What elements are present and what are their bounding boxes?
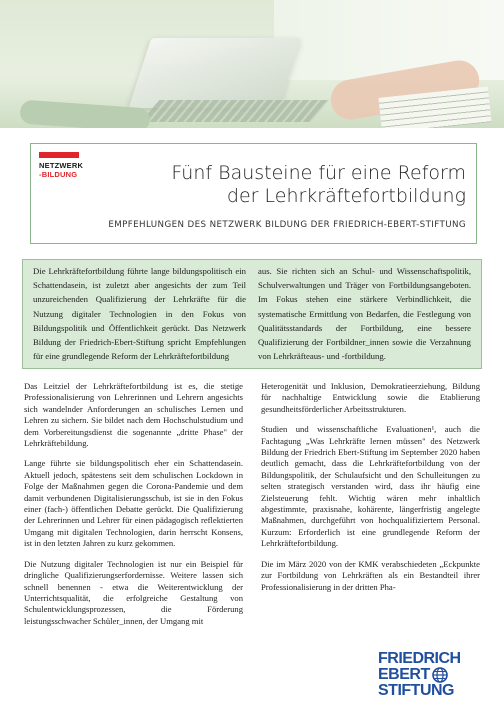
summary-box (22, 259, 482, 369)
logo-red-bar (39, 152, 79, 158)
fes-line3: STIFTUNG (378, 682, 454, 699)
hero-keyboard (141, 100, 329, 122)
paragraph: Lange führte sie bildungspolitisch eher ein Schattendasein. Aktuell jedoch, spätestens seit dem schulischen Lockdown in Folge der Maßnahmen gegen die Corona-Pandemie und dem damit verbundenen Digitalisierungsschub, ist sie in den Fokus einer (fach-) öffentlichen Debatte gerückt. Die Qualifizierung der Lehrerinnen und Lehrer für einen pädagogisch reflektierten Umgang mit digitalen Technologien, darin herrscht Konsens, ist in den letzten Jahren zu kurz gekommen. (24, 458, 243, 549)
body-text (24, 381, 480, 636)
title-line1: Fünf Bausteine für eine Reform (171, 162, 466, 184)
body-right-column (261, 381, 480, 636)
fes-line2: EBERT (378, 666, 430, 683)
logo-line2: -BILDUNG (39, 170, 78, 179)
fes-line1: FRIEDRICH (378, 650, 461, 667)
paragraph: Die Nutzung digitaler Technologien ist nur ein Beispiel für dringliche Qualifizierungserfordernisse. Weitere lassen sich schnell benennen - etwa die Weiterentwicklung der Unterrichtsqualität, die erfolgreiche Gestaltung von Schulentwicklungsprozessen, die Förderung leistungsschwacher Schüler_innen, der Umgang mit (24, 558, 243, 626)
summary-right: aus. Sie richten sich an Schul- und Wissenschaftspolitik, Schulverwaltungen und Träger von Fortbildungsangeboten. Im Fokus stehen eine stärkere Verbindlichkeit, die systematische Ermittlung von Bedarfen, die Festlegung von Qualitätsstandards der Fortbildung, eine bessere Qualifizierung der Fortbildner_innen sowie die Verzahnung von Lehrkräfteaus- und -fortbildung. (258, 266, 471, 362)
globe-icon (432, 667, 448, 683)
netzwerk-bildung-logo (39, 152, 95, 179)
logo-line1: NETZWERK (39, 161, 84, 170)
summary-left: Die Lehrkräftefortbildung führte lange bildungspolitisch ein Schattendasein, ist zuletzt aber angesichts der zum Teil unzureichenden Qualifizierung der Lehrkräfte für die Nutzung digitaler Technologien in den Fokus von Bildungspolitik und Öffentlichkeit gerückt. Das Netzwerk Bildung der Friedrich-Ebert-Stiftung spricht Empfehlungen für eine grundlegende Reform der Lehrkräftefortbildung (33, 266, 246, 362)
paragraph: Das Leitziel der Lehrkräftefortbildung ist es, die stetige Professionalisierung von Lehrerinnen und Lehrern angesichts sich wandelnder Anforderungen an schulisches Lernen und Lehren zu sichern. Sie bildet nach dem Hochschulstudium und dem Vorbereitungsdienst die sogenannte „dritte Phase" der Lehrkräftebildung. (24, 381, 243, 449)
title-line2: der Lehrkräftefortbildung (226, 185, 466, 207)
fes-logo (378, 651, 488, 703)
hero-laptop (129, 38, 302, 108)
page-title (106, 162, 466, 208)
paragraph: Heterogenität und Inklusion, Demokratieerziehung, Bildung für nachhaltige Entwicklung sowie die Etablierung gesundheitsförderlicher Arbeitsstrukturen. (261, 381, 480, 414)
paragraph: Studien und wissenschaftliche Evaluationen¹, auch die Fachtagung „Was Lehrkräfte lernen müssen" des Netzwerk Bildung der Friedrich Ebert-Stiftung im September 2020 haben deutlich gemacht, dass die Lehrkräftefortbildung von der Bildungspolitik, der Schulaufsicht und den Schulleitungen zu selten strategisch verstanden wird, dass ihr häufig eine Zielsteuerung fehlt. Wichtig wären mehr inhaltlich abgestimmte, praxisnahe, kohärente, längerfristig angelegte Maßnahmen, durchgeführt von hochqualifiziertem Personal. Kurzum: Erforderlich ist eine grundlegende Reform der Lehrkräftefortbildung. (261, 424, 480, 549)
paragraph: Die im März 2020 von der KMK verabschiedeten „Eckpunkte zur Fortbildung von Lehrkräften als ein Bestandteil ihrer Professionalisierung in der dritten Pha- (261, 558, 480, 592)
hero-photo (0, 0, 504, 128)
page-subtitle: EMPFEHLUNGEN DES NETZWERK BILDUNG DER FRIEDRICH-EBERT-STIFTUNG (108, 220, 466, 230)
body-left-column (24, 381, 243, 636)
header-box (30, 143, 477, 244)
